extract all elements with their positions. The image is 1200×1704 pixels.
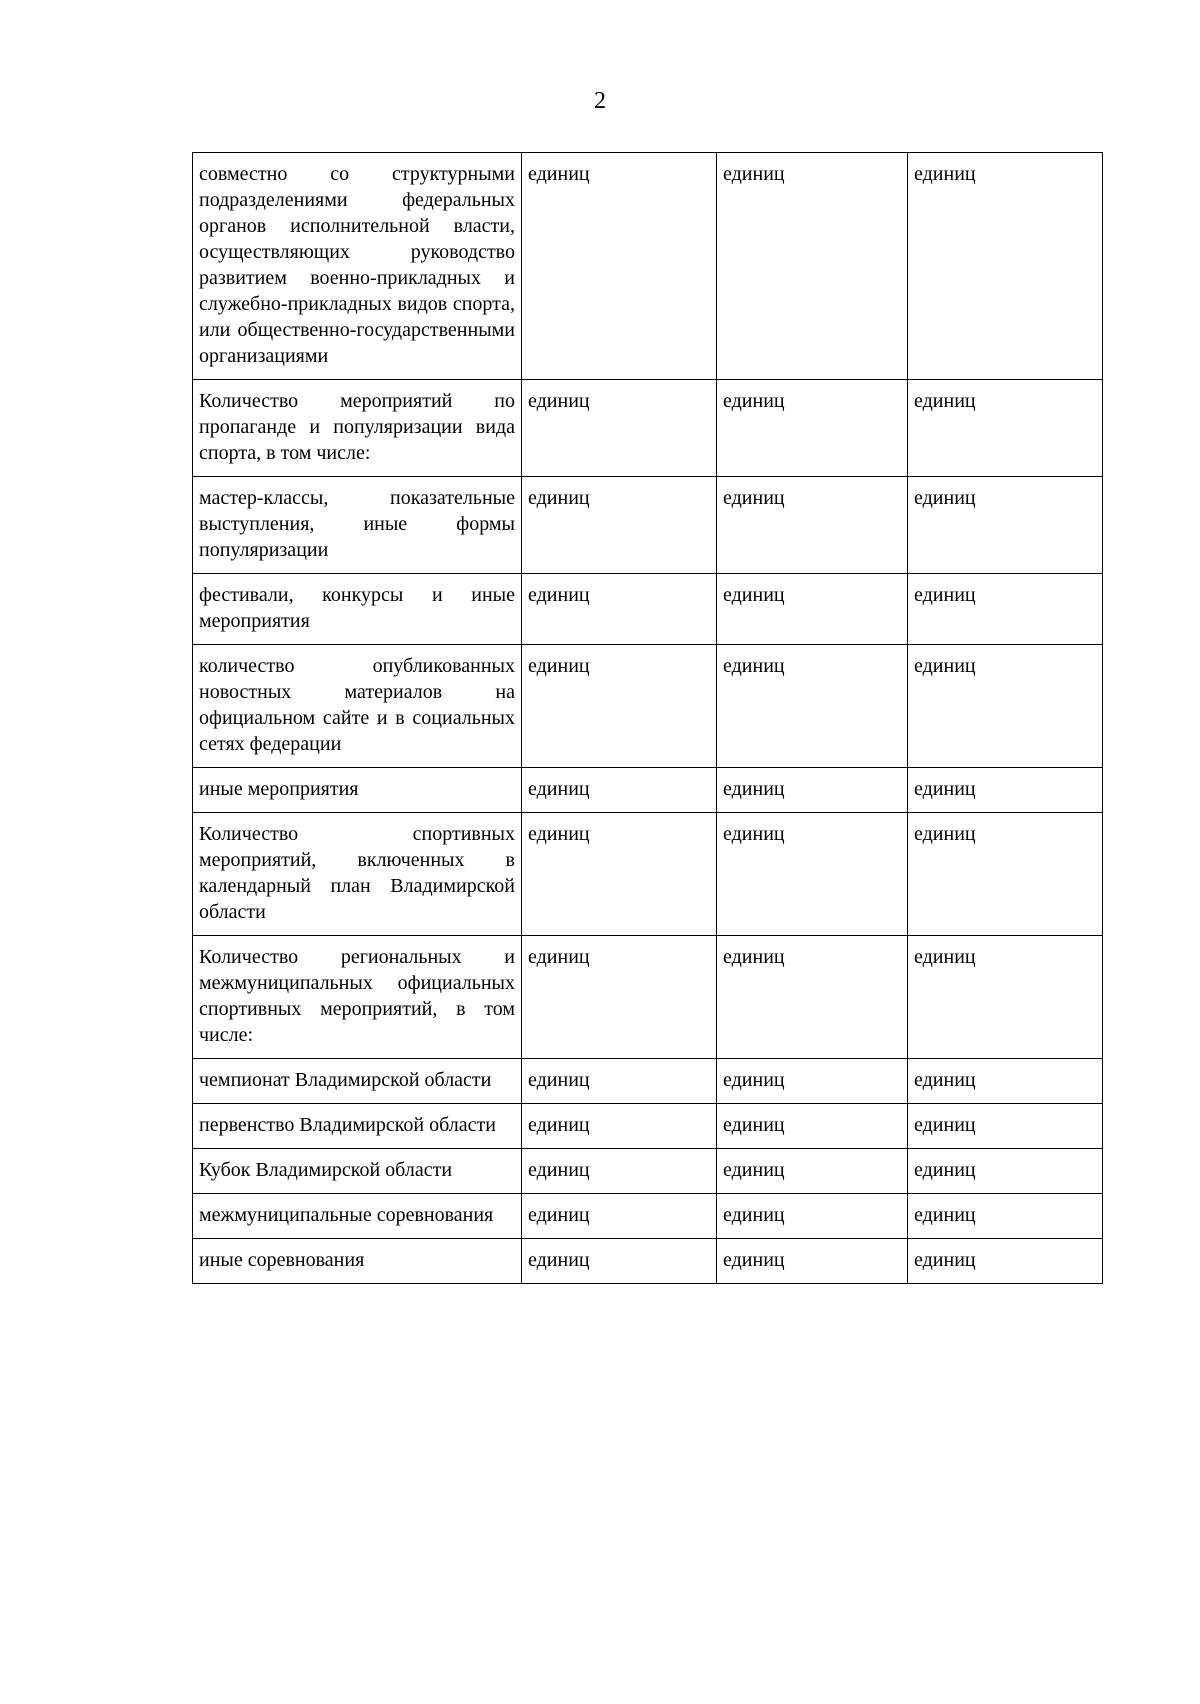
indicators-table [192, 152, 1103, 1284]
unit-cell: единиц [908, 813, 1103, 936]
table-row [193, 1194, 1103, 1239]
unit-cell: единиц [717, 380, 908, 477]
indicator-name-cell: Количество спортивных мероприятий, включенных в календарный план Владимирской области [193, 813, 522, 936]
indicator-name-cell: Кубок Владимирской области [193, 1149, 522, 1194]
unit-cell: единиц [522, 936, 717, 1059]
table-row [193, 1104, 1103, 1149]
indicator-name-cell: первенство Владимирской области [193, 1104, 522, 1149]
indicator-name-cell: совместно со структурными подразделениями федеральных органов исполнительной власти, осуществляющих руководство развитием военно-прикладных и служебно-прикладных видов спорта, или общественно-государственными организациями [193, 153, 522, 380]
unit-cell: единиц [717, 153, 908, 380]
table-row [193, 1239, 1103, 1284]
unit-cell: единиц [717, 1104, 908, 1149]
table-row [193, 477, 1103, 574]
indicator-name-cell: иные соревнования [193, 1239, 522, 1284]
unit-cell: единиц [717, 574, 908, 645]
unit-cell: единиц [522, 768, 717, 813]
unit-cell: единиц [717, 768, 908, 813]
unit-cell: единиц [908, 768, 1103, 813]
indicator-name-cell: количество опубликованных новостных материалов на официальном сайте и в социальных сетях федерации [193, 645, 522, 768]
table-row [193, 153, 1103, 380]
unit-cell: единиц [908, 1239, 1103, 1284]
unit-cell: единиц [717, 813, 908, 936]
unit-cell: единиц [908, 1104, 1103, 1149]
unit-cell: единиц [717, 645, 908, 768]
unit-cell: единиц [908, 1149, 1103, 1194]
table-row [193, 380, 1103, 477]
page-number: 2 [594, 88, 606, 114]
indicator-name-cell: чемпионат Владимирской области [193, 1059, 522, 1104]
unit-cell: единиц [908, 1194, 1103, 1239]
unit-cell: единиц [908, 1059, 1103, 1104]
unit-cell: единиц [908, 380, 1103, 477]
unit-cell: единиц [522, 380, 717, 477]
unit-cell: единиц [908, 153, 1103, 380]
unit-cell: единиц [522, 1104, 717, 1149]
unit-cell: единиц [908, 574, 1103, 645]
unit-cell: единиц [717, 1149, 908, 1194]
indicator-name-cell: мастер-классы, показательные выступления, иные формы популяризации [193, 477, 522, 574]
unit-cell: единиц [522, 1149, 717, 1194]
indicator-name-cell: иные мероприятия [193, 768, 522, 813]
unit-cell: единиц [717, 477, 908, 574]
table-row [193, 574, 1103, 645]
unit-cell: единиц [522, 477, 717, 574]
unit-cell: единиц [522, 153, 717, 380]
indicator-name-cell: межмуниципальные соревнования [193, 1194, 522, 1239]
table-row [193, 936, 1103, 1059]
unit-cell: единиц [522, 1239, 717, 1284]
unit-cell: единиц [717, 1239, 908, 1284]
indicator-name-cell: фестивали, конкурсы и иные мероприятия [193, 574, 522, 645]
unit-cell: единиц [908, 645, 1103, 768]
unit-cell: единиц [908, 477, 1103, 574]
table-row [193, 1149, 1103, 1194]
unit-cell: единиц [522, 813, 717, 936]
indicator-name-cell: Количество региональных и межмуниципальных официальных спортивных мероприятий, в том числе: [193, 936, 522, 1059]
table-row [193, 768, 1103, 813]
table-row [193, 1059, 1103, 1104]
table-row [193, 645, 1103, 768]
unit-cell: единиц [522, 645, 717, 768]
table-row [193, 813, 1103, 936]
unit-cell: единиц [717, 1194, 908, 1239]
unit-cell: единиц [522, 1194, 717, 1239]
unit-cell: единиц [717, 1059, 908, 1104]
unit-cell: единиц [717, 936, 908, 1059]
indicator-name-cell: Количество мероприятий по пропаганде и популяризации вида спорта, в том числе: [193, 380, 522, 477]
unit-cell: единиц [908, 936, 1103, 1059]
unit-cell: единиц [522, 1059, 717, 1104]
unit-cell: единиц [522, 574, 717, 645]
